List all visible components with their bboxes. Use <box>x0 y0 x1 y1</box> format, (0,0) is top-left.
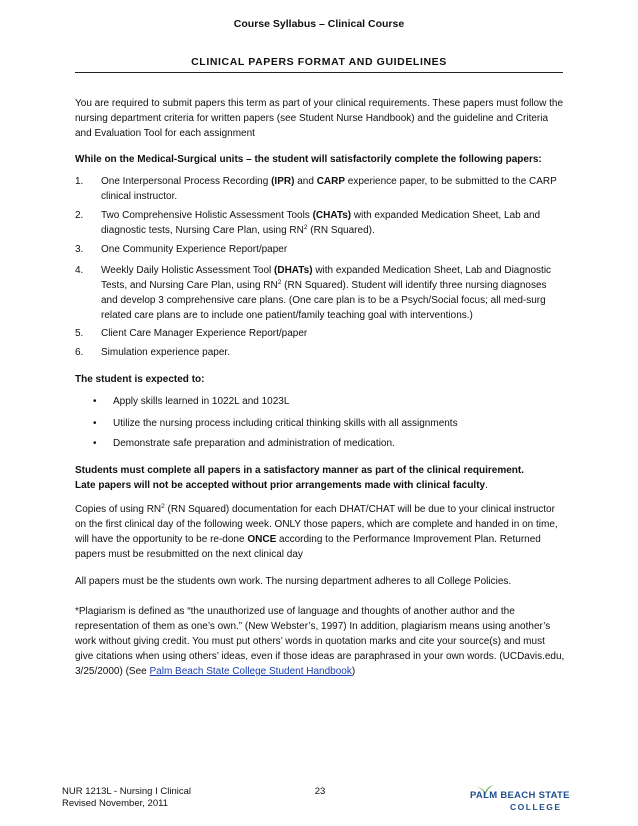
list-item: Simulation experience paper. <box>101 347 230 358</box>
footer-course: NUR 1213L - Nursing I Clinical <box>62 786 192 797</box>
logo-line-2: COLLEGE <box>510 802 562 812</box>
bullet-icon: • <box>93 396 97 407</box>
list-number: 1. <box>75 176 84 187</box>
bullet-icon: • <box>93 418 97 429</box>
footer-revised: Revised November, 2011 <box>62 798 168 809</box>
requirement-line-1: Students must complete all papers in a satisfactory manner as part of the clinical requirement. <box>75 465 525 476</box>
list-item: Two Comprehensive Holistic Assessment Tools (CHATs) with expanded Medication Sheet, Lab and diagnostic tests, Nursing Care Plan, using $RN^2$ (RN Squared). <box>101 210 541 236</box>
list-item: Apply skills learned in 1022L and 1023L <box>113 396 290 407</box>
plagiarism-paragraph: *Plagiarism is defined as “the unauthorized use of language and thoughts of another author and the representation of them as one’s own.” (New Webster’s, 1997) In addition, plagiarism means using another’s work without giving credit. You must put others’ words in quotation marks and cite your source(s) and must give citations when using others’ ideas, even if those ideas are paraphrased in your own words. (UCDavis.edu, 3/25/2000) (See Palm Beach State College Student Handbook) <box>75 606 565 677</box>
list-item: Utilize the nursing process including critical thinking skills with all assignments <box>113 418 458 429</box>
page-header-title: Course Syllabus – Clinical Course <box>233 18 405 30</box>
list-number: 5. <box>75 328 84 339</box>
intro-paragraph: You are required to submit papers this term as part of your clinical requirements. These papers must follow the nursing department criteria for written papers (see Student Nurse Handbook) and the guideline and Criteria and Evaluation Tool for each assignment <box>75 98 564 139</box>
logo-line-1: PALM BEACH STATE <box>470 790 570 801</box>
list-item: Weekly Daily Holistic Assessment Tool (DHATs) with expanded Medication Sheet, Lab and Diagnostic Tests, and Nursing Care Plan, using $RN^2$ (RN Squared). Student will identify three nursing diagnoses and develop 3 comprehensive care plans. (One care plan is to be a Psych/Social focus; all med-surg related care plans are to include one patient/family teaching goal with interventions.) <box>101 265 552 321</box>
page-number: 23 <box>314 786 326 797</box>
title-underline <box>75 72 563 73</box>
papers-heading: While on the Medical-Surgical units – the student will satisfactorily complete the following papers: <box>75 154 542 165</box>
list-number: 4. <box>75 265 84 276</box>
list-item: One Interpersonal Process Recording (IPR) and CARP experience paper, to be submitted to the CARP clinical instructor. <box>101 176 557 202</box>
list-number: 6. <box>75 347 84 358</box>
list-item: Client Care Manager Experience Report/paper <box>101 328 308 339</box>
requirement-line-2: Late papers will not be accepted without prior arrangements made with clinical faculty. <box>75 480 488 491</box>
list-number: 2. <box>75 210 84 221</box>
list-item: One Community Experience Report/paper <box>101 244 288 255</box>
own-work-paragraph: All papers must be the students own work. The nursing department adheres to all College Policies. <box>75 576 512 587</box>
list-item: Demonstrate safe preparation and administration of medication. <box>113 438 395 449</box>
list-number: 3. <box>75 244 84 255</box>
copies-paragraph: Copies of using $RN^2$ (RN Squared) documentation for each DHAT/CHAT will be due to your clinical instructor on the first clinical day of the following week. ONLY those papers, which are complete and handed in on time, will have the opportunity to be re-done ONCE according to the Performance Improvement Plan. Returned papers must be resubmitted on the next clinical day <box>75 503 558 560</box>
section-title: CLINICAL PAPERS FORMAT AND GUIDELINES <box>191 56 447 68</box>
expected-heading: The student is expected to: <box>75 374 205 385</box>
college-logo <box>440 782 590 814</box>
student-handbook-link[interactable]: Palm Beach State College Student Handbook <box>149 666 352 677</box>
bullet-icon: • <box>93 438 97 449</box>
